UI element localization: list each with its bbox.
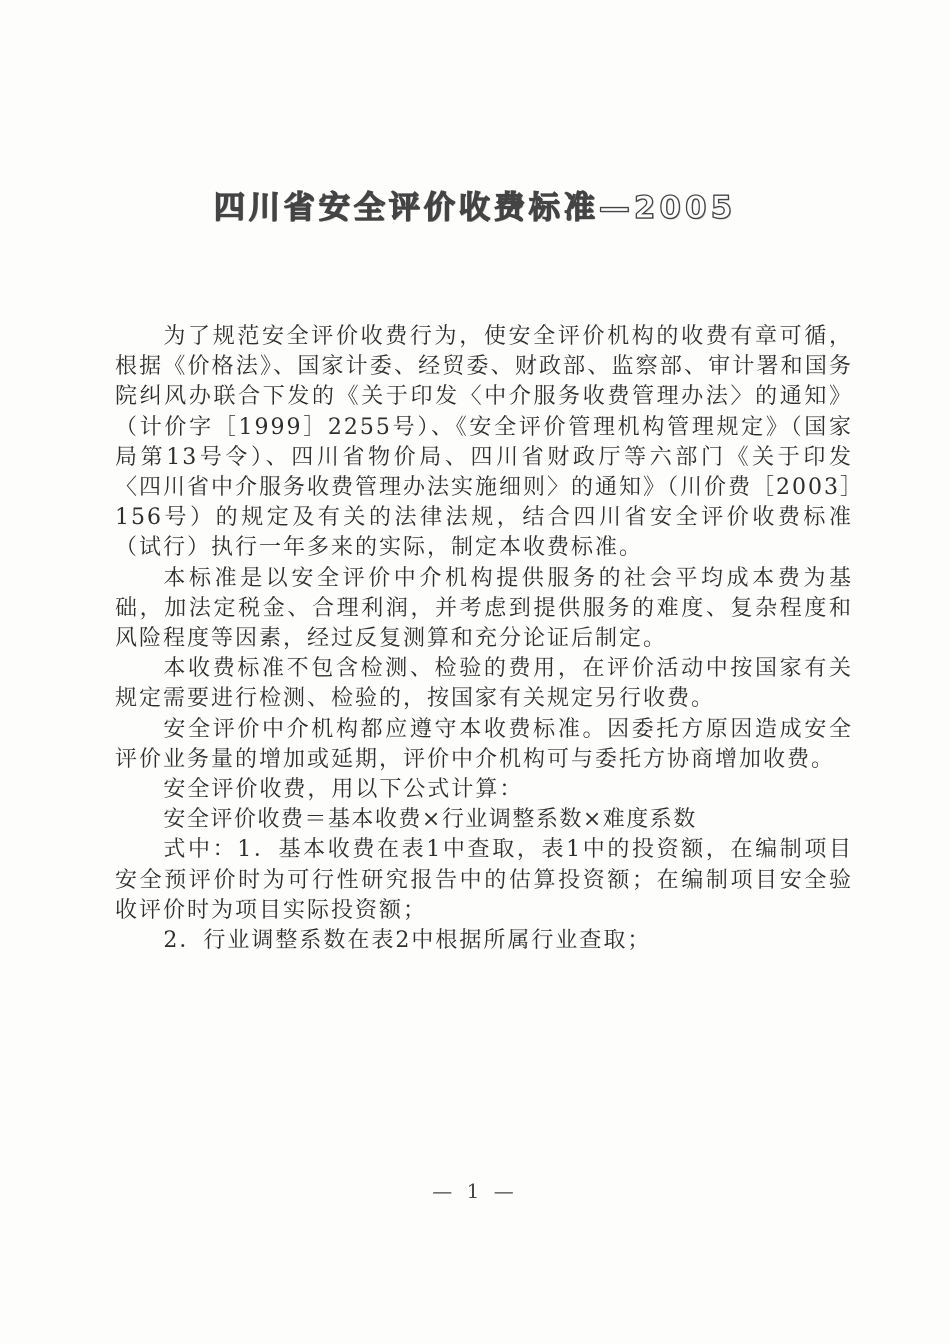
- paragraph-formula: 安全评价收费＝基本收费×行业调整系数×难度系数: [163, 807, 697, 833]
- paragraph-exclusions: 本收费标准不包含检测、检验的费用，在评价活动中按国家有关规定需要进行检测、检验的，按国家有关规定另行收费。: [115, 656, 853, 712]
- page-number: — 1 —: [432, 1179, 518, 1203]
- paragraph-industry-coefficient-note: 2．行业调整系数在表2中根据所属行业查取；: [163, 928, 652, 954]
- paragraph-formula-intro: 安全评价收费，用以下公式计算：: [163, 777, 524, 803]
- paragraph-basis: 本标准是以安全评价中介机构提供服务的社会平均成本费为基础，加法定税金、合理利润，并考虑到提供服务的难度、复杂程度和风险程度等因素，经过反复测算和充分论证后制定。: [115, 565, 853, 652]
- document-body: [115, 322, 853, 956]
- paragraph-compliance: 安全评价中介机构都应遵守本收费标准。因委托方原因造成安全评价业务量的增加或延期，评价中介机构可与委托方协商增加收费。: [115, 716, 853, 772]
- document-title: 四川省安全评价收费标准—2005: [213, 190, 737, 226]
- paragraph-basic-fee-note: 式中：1．基本收费在表1中查取，表1中的投资额，在编制项目安全预评价时为可行性研究报告中的估算投资额；在编制项目安全验收评价时为项目实际投资额；: [115, 837, 853, 923]
- paragraph-intro: 为了规范安全评价收费行为，使安全评价机构的收费有章可循，根据《价格法》、国家计委、经贸委、财政部、监察部、审计署和国务院纠风办联合下发的《关于印发〈中介服务收费管理办法〉的通知》（计价字［1999］2255号）、《安全评价管理机构管理规定》（国家局第13号令）、四川省物价局、四川省财政厅等六部门《关于印发〈四川省中介服务收费管理办法实施细则〉的通知》（川价费［2003］156号）的规定及有关的法律法规，结合四川省安全评价收费标准（试行）执行一年多来的实际，制定本收费标准。: [115, 324, 853, 561]
